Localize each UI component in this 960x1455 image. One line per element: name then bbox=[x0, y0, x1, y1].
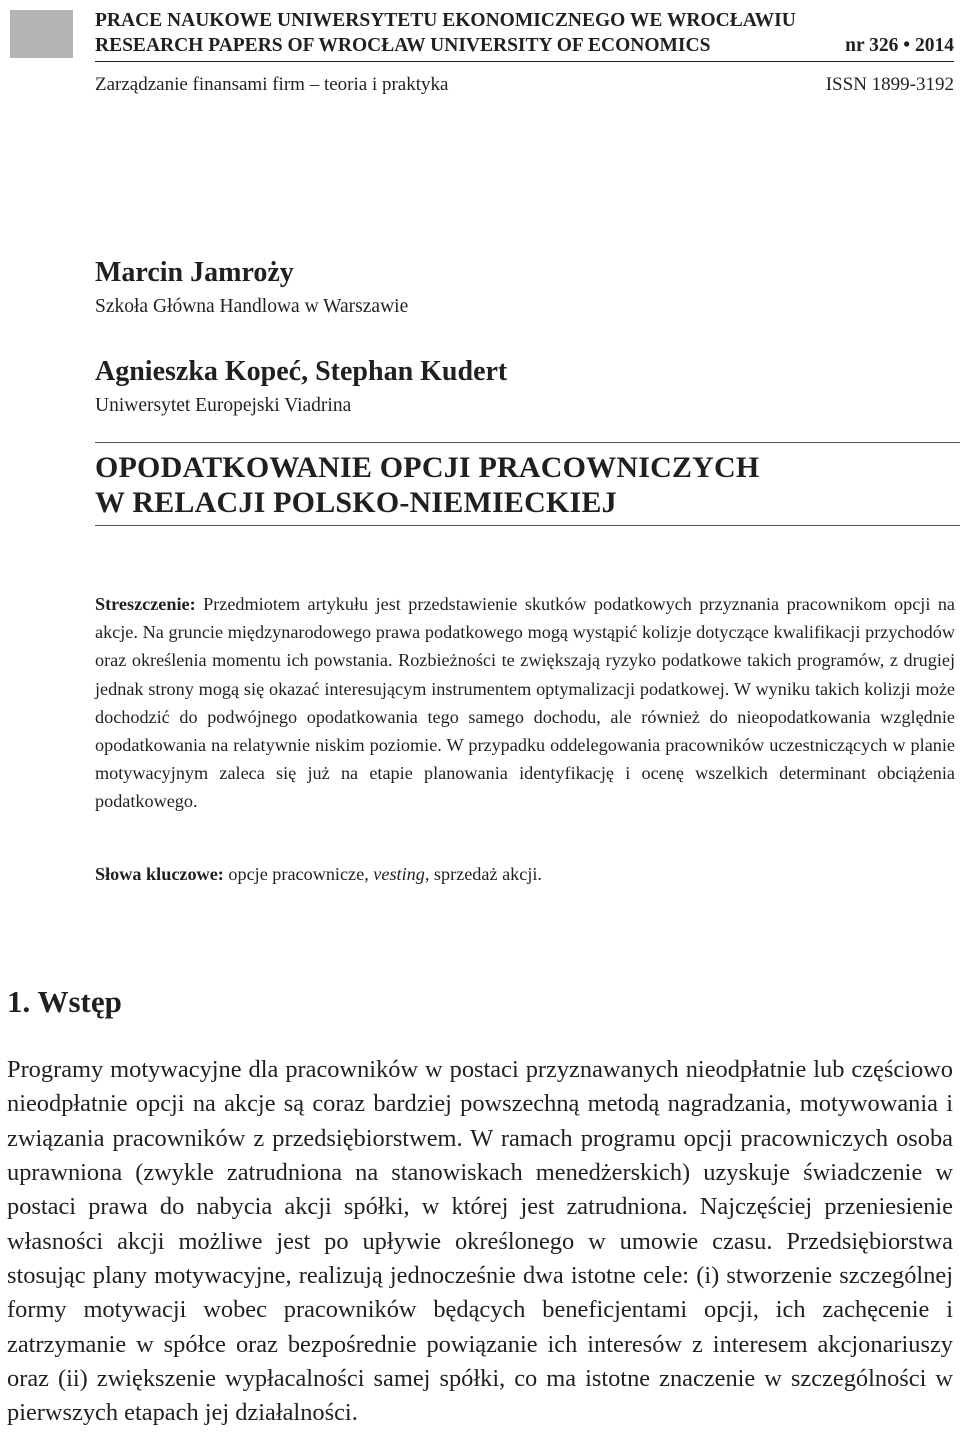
header-divider bbox=[95, 61, 954, 62]
author-affiliation: Uniwersytet Europejski Viadrina bbox=[95, 395, 352, 416]
keywords-label: Słowa kluczowe: bbox=[95, 864, 224, 884]
author-name: Marcin Jamroży bbox=[95, 257, 294, 288]
series-name: Zarządzanie finansami firm – teoria i praktyka bbox=[95, 74, 449, 95]
abstract-label: Streszczenie: bbox=[95, 594, 196, 614]
keywords bbox=[95, 860, 542, 888]
journal-title-en: RESEARCH PAPERS OF WROCŁAW UNIVERSITY OF ECONOMICS bbox=[95, 35, 711, 56]
issue-number: nr 326 • 2014 bbox=[845, 35, 954, 56]
series-row bbox=[95, 74, 954, 96]
keywords-before: opcje pracownicze, bbox=[228, 864, 369, 884]
abstract-text: Przedmiotem artykułu jest przedstawienie skutków podatkowych przyznania pracownikom opcji na akcje. Na gruncie międzynarodowego prawa podatkowego mogą wystąpić kolizje dotyczące kwalifikacji przychodów oraz określenia momentu ich powstania. Rozbieżności te zwiększają ryzyko podatkowe takich programów, z drugiej jednak strony mogą się okazać interesującym instrumentem optymalizacji podatkowej. W wyniku takich kolizji może dochodzić do podwójnego opodatkowania tego samego dochodu, ale również do nieopodatkowania względnie opodatkowania na relatywnie niskim poziomie. W przypadku oddelegowania pracowników uczestniczących w planie motywacyjnym zaleca się już na etapie planowania identyfikację i ocenę wszelkich determinant obciążenia podatkowego. bbox=[95, 594, 956, 812]
abstract bbox=[95, 590, 955, 816]
journal-title-pl: PRACE NAUKOWE UNIWERSYTETU EKONOMICZNEGO WE WROCŁAWIU bbox=[95, 10, 796, 31]
author-name: Agnieszka Kopeć, Stephan Kudert bbox=[95, 356, 508, 387]
keywords-italic: vesting bbox=[373, 864, 425, 884]
article-title-line2: W RELACJI POLSKO-NIEMIECKIEJ bbox=[95, 486, 617, 519]
title-bottom-rule bbox=[95, 525, 960, 526]
section-heading: 1. Wstęp bbox=[7, 984, 122, 1019]
section-body: Programy motywacyjne dla pracowników w postaci przyznawanych nieodpłatnie lub częściowo nieodpłatnie opcji na akcje są coraz bardziej powszechną metodą nagradzania, motywowania i związania pracowników z przedsiębiorstwem. W ramach programu opcji pracowniczych osoba uprawniona (zwykle zatrudniona na stanowiskach menedżerskich) uzyskuje świadczenie w postaci prawa do nabycia akcji spółki, w której jest zatrudniona. Najczęściej przeniesienie własności akcji możliwe jest po upływie określonego w umowie czasu. Przedsiębiorstwa stosując plany motywacyjne, realizują jednocześnie dwa istotne cele: (i) stworzenie szczególnej formy motywacji wobec pracowników będących beneficjentami opcji, ich zachęcenie i zatrzymanie w spółce oraz bezpośrednie powiązanie ich interesów z interesem akcjonariuszy oraz (ii) zwiększenie wypłacalności samej spółki, co ma istotne znaczenie w szczególności w pierwszych etapach jej działalności. bbox=[7, 1056, 953, 1427]
article-title bbox=[95, 450, 759, 520]
author-affiliation: Szkoła Główna Handlowa w Warszawie bbox=[95, 296, 409, 317]
issn: ISSN 1899-3192 bbox=[825, 74, 954, 95]
keywords-after: , sprzedaż akcji. bbox=[424, 864, 542, 884]
title-top-rule bbox=[95, 442, 960, 443]
journal-title-en-row bbox=[95, 35, 954, 57]
article-title-line1: OPODATKOWANIE OPCJI PRACOWNICZYCH bbox=[95, 451, 760, 484]
series-logo-block bbox=[10, 10, 73, 58]
